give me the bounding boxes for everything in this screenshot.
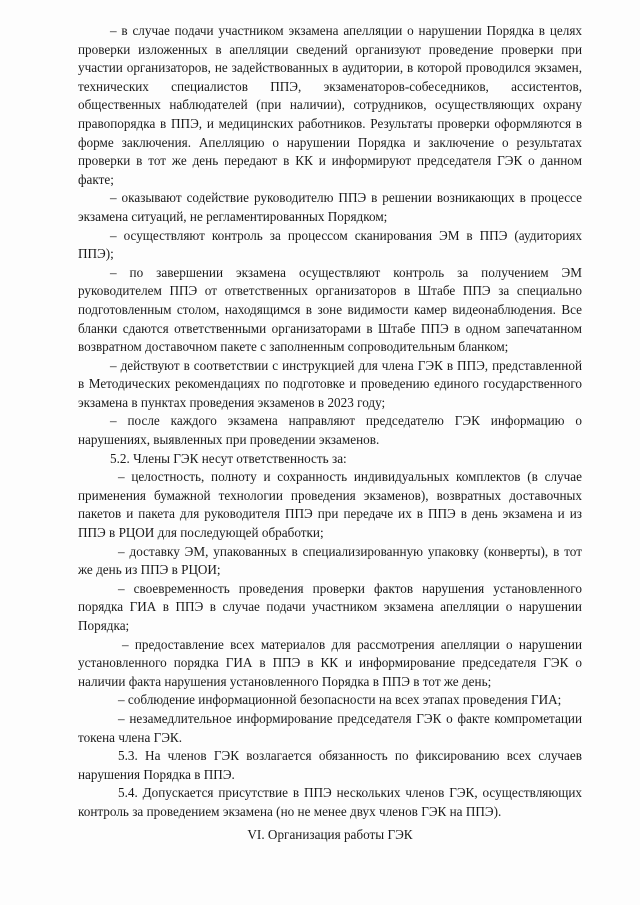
paragraph-after-exam-control: – по завершении экзамена осуществляют контроль за получением ЭМ руководителем ППЭ от ответственных организаторов в Штабе ППЭ за специально подготовленным столом, находящимся в зоне видимости камер видеонаблюдения. Все бланки сдаются ответственными организаторами в Штабе ППЭ в одном запечатанном возвратном доставочном пакете с заполненным сопроводительным бланком; — [78, 264, 582, 355]
paragraph-delivery: – доставку ЭМ, упакованных в специализированную упаковку (конверты), в тот же день из ППЭ в РЦОИ; — [78, 543, 582, 578]
paragraph-5-2-heading: 5.2. Члены ГЭК несут ответственность за: — [110, 450, 347, 466]
paragraph-instruction: – действуют в соответствии с инструкцией для члена ГЭК в ППЭ, представленной в Методических рекомендациях по подготовке и проведению единого государственного экзамена в пунктах проведения экзаменов в 2023 году; — [78, 357, 582, 410]
paragraph-report-violations: – после каждого экзамена направляют председателю ГЭК информацию о нарушениях, выявленных при проведении экзаменов. — [78, 413, 582, 448]
paragraph-5-3: 5.3. На членов ГЭК возлагается обязанность по фиксированию всех случаев нарушения Порядка в ППЭ. — [78, 748, 582, 782]
section-heading: VI. Организация работы ГЭК — [247, 826, 413, 842]
paragraph-assist-head: – оказывают содействие руководителю ППЭ в решении возникающих в процессе экзамена ситуаций, не регламентированных Порядком; — [78, 190, 582, 224]
paragraph-integrity: – целостность, полноту и сохранность индивидуальных комплектов (в случае применения бумажной технологии проведения экзаменов), возвратных доставочных пакетов и пакета для руководителя ППЭ при передаче их в ППЭ в день экзамена и из ППЭ в РЦОИ для последующей обработки; — [78, 469, 582, 541]
paragraph-timely-check: – своевременность проведения проверки фактов нарушения установленного порядка ГИА в ППЭ в случае подачи участником экзамена апелляции о нарушении Порядка; — [78, 580, 582, 633]
paragraph-appeal-check: – в случае подачи участником экзамена апелляции о нарушении Порядка в целях проверки изложенных в апелляции сведений организуют проведение проверки при участии организаторов, не задействованных в аудитории, в которой проводился экзамен, технических специалистов ППЭ, экзаменаторов-собеседников, ассистентов, общественных наблюдателей (при наличии), сотрудников, осуществляющих охрану правопорядка в ППЭ, и медицинских работников. Результаты проверки оформляются в форме заключения. Апелляцию о нарушении Порядка и заключение о результатах проверки в тот же день передают в КК и информируют председателя ГЭК о данном факте; — [78, 23, 582, 187]
paragraph-5-4: 5.4. Допускается присутствие в ППЭ нескольких членов ГЭК, осуществляющих контроль за проведением экзамена (но не менее двух членов ГЭК на ППЭ). — [78, 785, 582, 819]
paragraph-scan-control: – осуществляют контроль за процессом сканирования ЭМ в ППЭ (аудиториях ППЭ); — [78, 227, 582, 262]
paragraph-materials: – предоставление всех материалов для рассмотрения апелляции о нарушении установленного порядка ГИА в ППЭ в КК и информирование председателя ГЭК о наличии факта нарушения установленного Порядка в ППЭ в тот же день; — [78, 636, 582, 689]
paragraph-token: – незамедлительное информирование председателя ГЭК о факте компрометации токена члена ГЭК. — [78, 710, 582, 745]
paragraph-infosec: – соблюдение информационной безопасности на всех этапах проведения ГИА; — [118, 692, 562, 708]
